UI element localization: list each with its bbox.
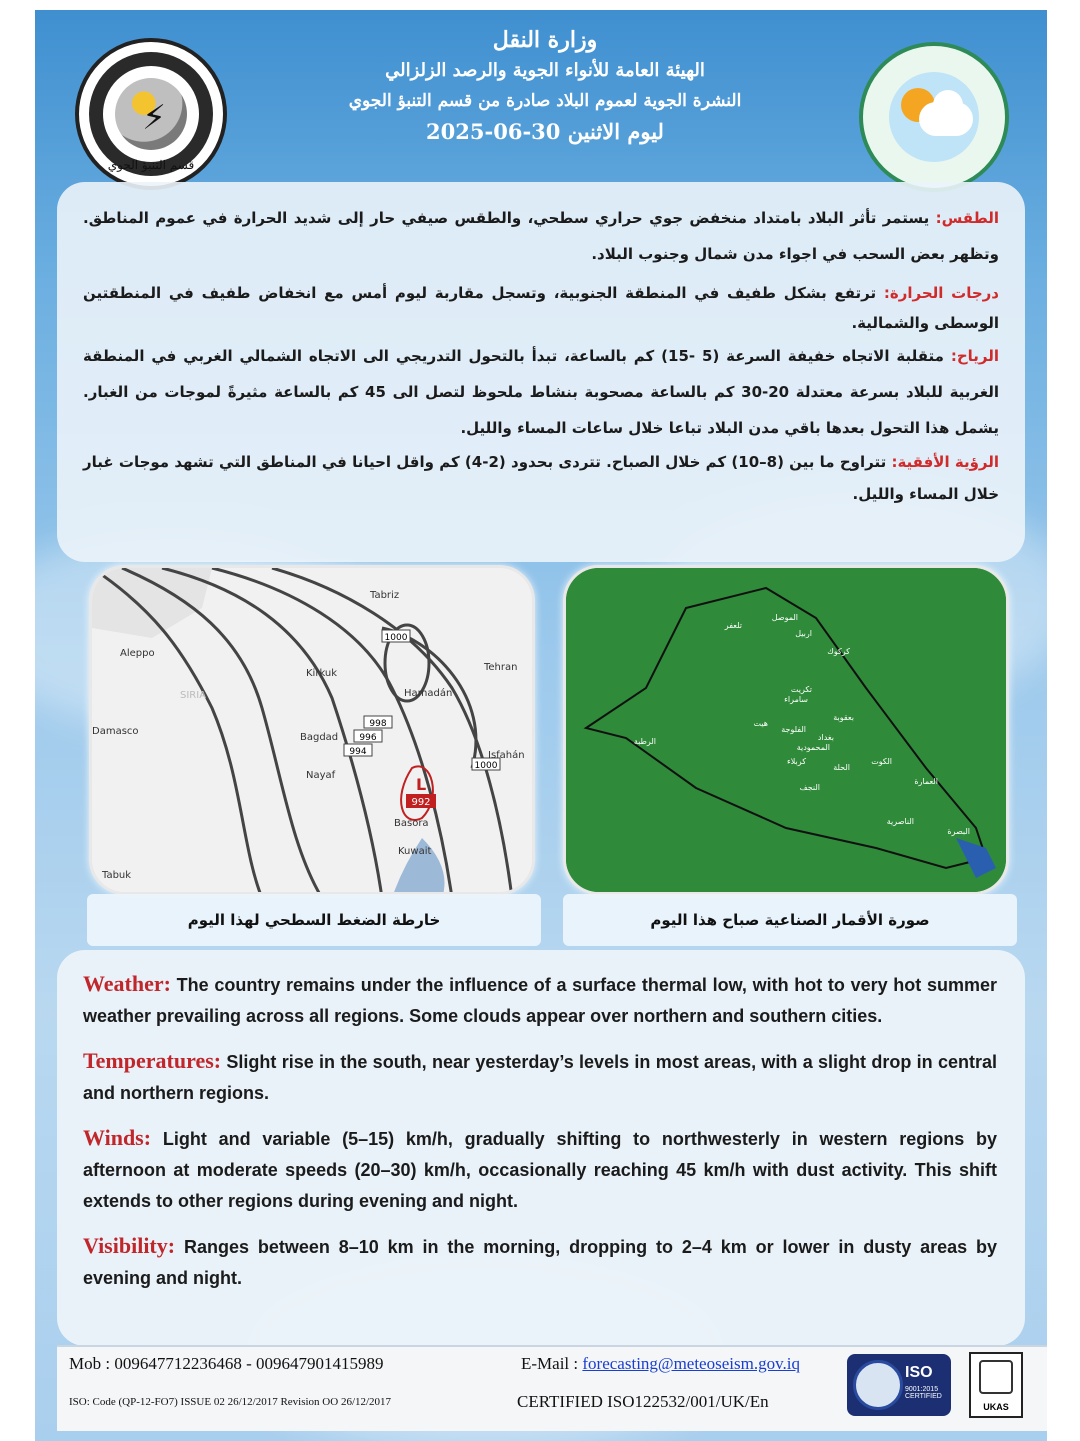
city-label: النجف bbox=[799, 783, 820, 792]
city-label: الحلة bbox=[833, 763, 850, 772]
city-label: تكريت bbox=[790, 685, 812, 694]
city-label: Kirkuk bbox=[306, 668, 338, 679]
english-forecast-panel bbox=[57, 950, 1025, 1346]
isobar-label: 998 bbox=[369, 719, 387, 729]
city-label: Tehran bbox=[484, 662, 518, 673]
city-label: اربيل bbox=[795, 629, 812, 638]
city-label: الموصل bbox=[771, 613, 798, 622]
city-label: العمارة bbox=[914, 777, 938, 786]
city-label: Tabriz bbox=[370, 590, 400, 601]
bulletin-date: ليوم الاثنين 30-06-2025 bbox=[426, 119, 664, 144]
ar-winds: الرياح: متقلبة الاتجاه خفيفة السرعة (5 -15) كم بالساعة، تبدأ بالتحول التدريجي الى الاتجاه الشمالي الغربي في المنطقة الغربية للبلاد بسرعة معتدلة 20-30 كم بالساعة مصحوبة بنشاط ملحوظ لتصل الى 45 كم بالساعة مثيرةً لموجات من الغبار. يشمل هذا التحول بعدها باقي مدن البلاد تباعا خلال ساعات المساء والليل. bbox=[83, 347, 1000, 437]
iso-badge: ISO 9001:2015 CERTIFIED bbox=[847, 1354, 951, 1416]
city-label: هيت bbox=[753, 719, 768, 728]
iso-code: ISO: Code (QP-12-FO7) ISSUE 02 26/12/2017 Revision OO 26/12/2017 bbox=[69, 1396, 392, 1408]
city-label: Tabuk bbox=[102, 870, 132, 881]
city-label: Basora bbox=[394, 818, 429, 829]
forecasting-dept-logo bbox=[75, 38, 227, 190]
isobar-label: 994 bbox=[349, 747, 367, 757]
city-label: المحمودية bbox=[796, 743, 830, 752]
left-logo-caption: قسم التنبؤ الجوي bbox=[107, 158, 195, 172]
isobar-label: 1000 bbox=[384, 633, 408, 643]
mobile-numbers: Mob : 009647712236468 - 009647901415989 bbox=[69, 1354, 384, 1373]
satellite-caption: صورة الأقمار الصناعية صباح هذا اليوم bbox=[563, 894, 1017, 946]
email-link[interactable]: forecasting@meteoseism.gov.iq bbox=[582, 1354, 800, 1373]
crown-icon bbox=[979, 1360, 1013, 1394]
en-visibility: Visibility: Ranges between 8–10 km in the morning, dropping to 2–4 km or lower in dusty areas by evening and night. bbox=[83, 1233, 997, 1288]
ar-weather: الطقس: يستمر تأثر البلاد بامتداد منخفض جوي حراري سطحي، والطقس صيفي حار إلى شديد الحرارة في عموم المناطق. وتظهر بعض السحب في اجواء مدن شمال وجنوب البلاد. bbox=[83, 209, 999, 263]
city-label: Aleppo bbox=[120, 648, 155, 659]
ukas-badge: UKAS bbox=[969, 1352, 1023, 1418]
low-pressure-value: 992 bbox=[411, 797, 431, 808]
email-line: E-Mail : forecasting@meteoseism.gov.iq bbox=[521, 1354, 800, 1373]
city-label: بغداد bbox=[817, 733, 834, 742]
satellite-image bbox=[563, 565, 1009, 895]
authority-title: الهيئة العامة للأنواء الجوية والرصد الزلزالي bbox=[385, 60, 705, 81]
city-label: Bagdad bbox=[300, 732, 339, 743]
en-temperature: Temperatures: Slight rise in the south, near yesterday’s levels in most areas, with a slight drop in central and northern regions. bbox=[83, 1048, 997, 1103]
city-label: البصرة bbox=[947, 827, 970, 836]
isobar-label: 1000 bbox=[474, 761, 498, 771]
header bbox=[35, 10, 1047, 180]
city-label: كربلاء bbox=[787, 757, 806, 766]
city-label: بعقوبة bbox=[833, 713, 854, 722]
country-label: SIRIA bbox=[180, 690, 207, 701]
city-label: كركوك bbox=[827, 647, 850, 656]
city-label: Kuwait bbox=[398, 846, 432, 857]
city-label: الناصرية bbox=[886, 817, 914, 826]
ministry-title: وزارة النقل bbox=[492, 27, 598, 53]
iraq-meteorological-logo bbox=[859, 42, 1009, 192]
city-label: Isfahán bbox=[488, 750, 525, 761]
low-pressure-marker: L bbox=[416, 775, 427, 794]
en-weather: Weather: The country remains under the influence of a surface thermal low, with hot to very hot summer weather prevailing across all regions. Some clouds appear over northern and southern cities. bbox=[83, 971, 997, 1026]
city-label: Hamadán bbox=[404, 688, 453, 699]
arabic-forecast-panel bbox=[57, 182, 1025, 562]
certified-text: CERTIFIED ISO122532/001/UK/En bbox=[517, 1392, 769, 1411]
city-label: الكوت bbox=[871, 757, 892, 766]
header-titles bbox=[235, 24, 855, 148]
lightning-icon: ⚡ bbox=[142, 98, 166, 138]
city-label: الرطبة bbox=[633, 737, 656, 746]
city-label: Damasco bbox=[92, 726, 139, 737]
surface-pressure-map bbox=[89, 565, 535, 895]
isobar-label: 996 bbox=[359, 733, 377, 743]
ar-visibility: الرؤية الأفقية: تتراوح ما بين (8–10) كم خلال الصباح. تتردى بحدود (2-4) كم واقل احيانا في المناطق التي تشهد موجات غبار خلال المساء والليل. bbox=[83, 453, 1000, 503]
city-label: Nayaf bbox=[306, 770, 336, 781]
bulletin-title: النشرة الجوية لعموم البلاد صادرة من قسم التنبؤ الجوي bbox=[348, 91, 742, 111]
city-label: سامراء bbox=[784, 695, 808, 704]
ar-temperature: درجات الحرارة: ترتفع بشكل طفيف في المنطقة الجنوبية، وتسجل مقاربة ليوم أمس مع انخفاض طفيف في المنطقتين الوسطى والشمالية. bbox=[83, 284, 999, 332]
city-label: الفلوجة bbox=[781, 725, 806, 734]
pressure-map-caption: خارطة الضغط السطحي لهذا اليوم bbox=[87, 894, 541, 946]
en-winds: Winds: Light and variable (5–15) km/h, gradually shifting to northwesterly in western regions by afternoon at moderate speeds (20–30) km/h, occasionally reaching 45 km/h with dust activity. This shift extends to other regions during evening and night. bbox=[83, 1125, 997, 1211]
city-label: تلعفر bbox=[724, 621, 742, 630]
